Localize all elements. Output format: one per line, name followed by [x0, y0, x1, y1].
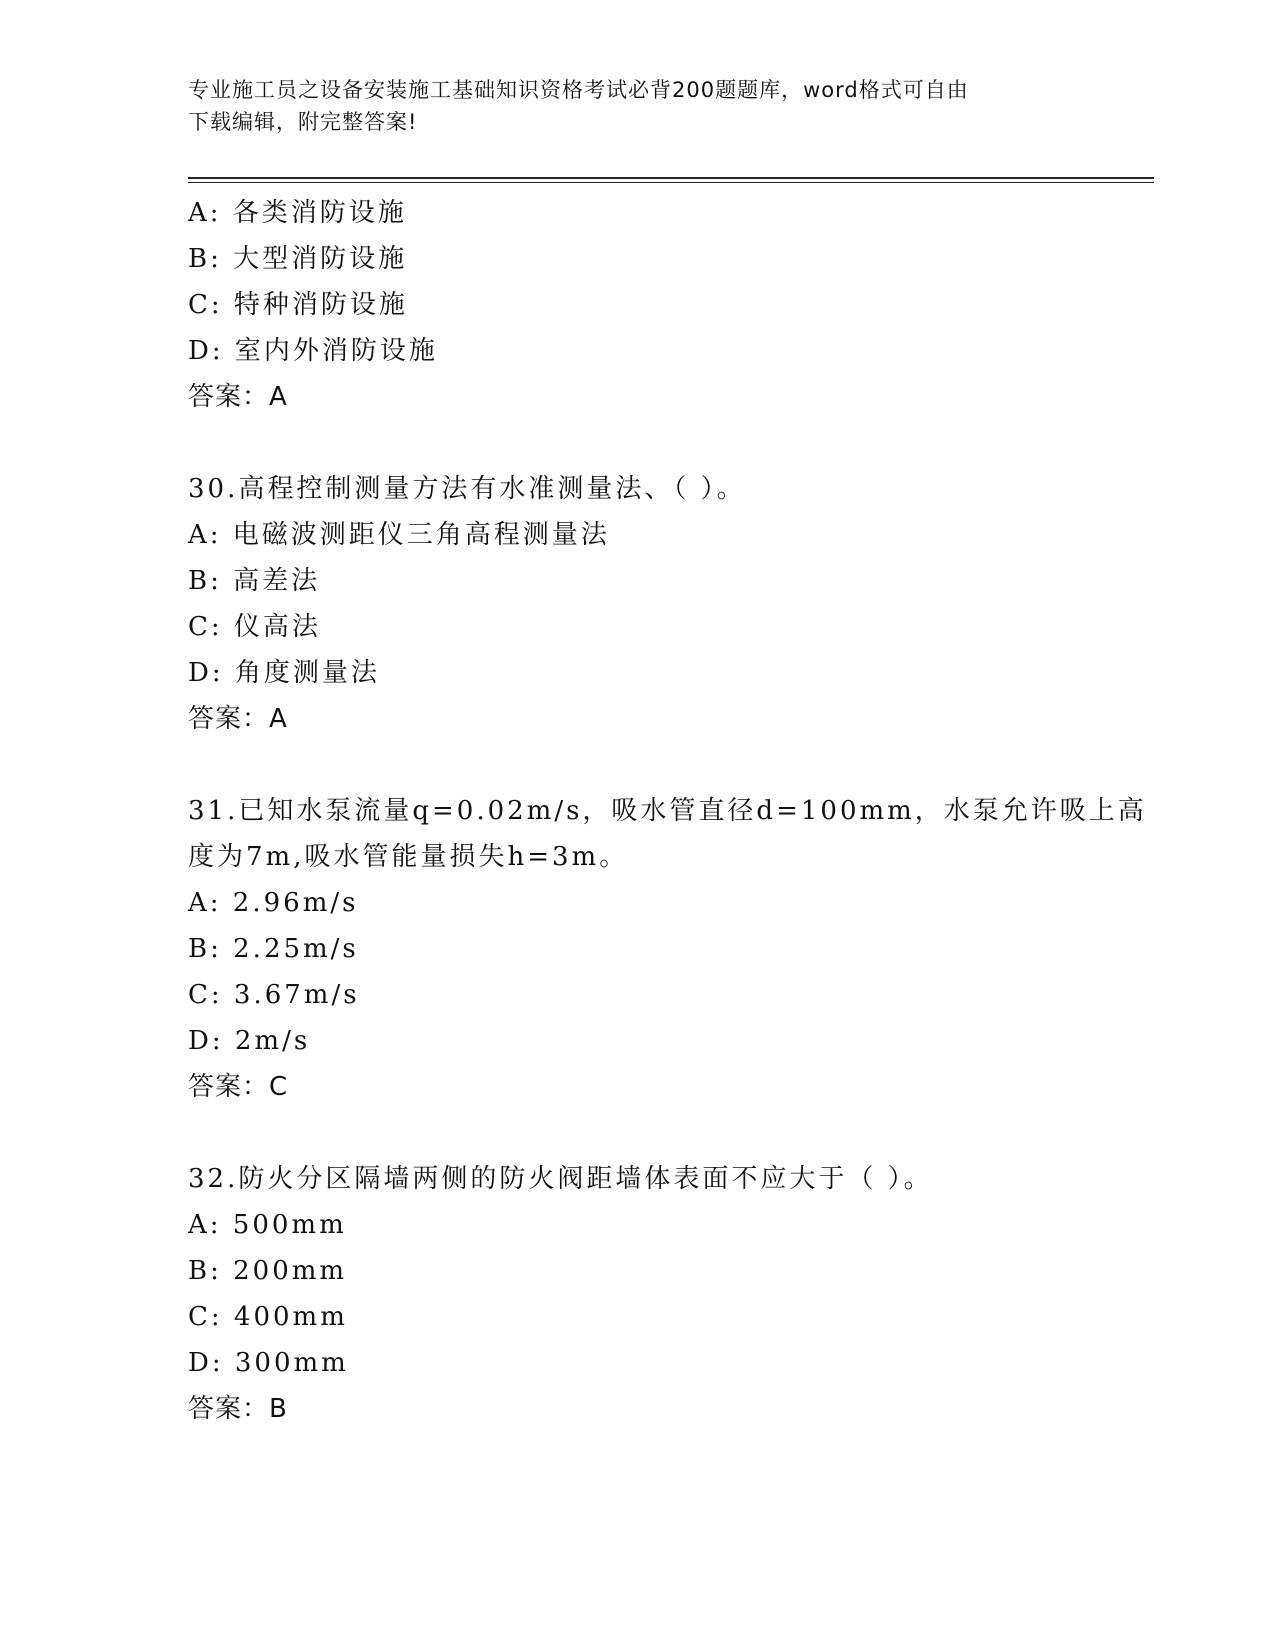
spacer [188, 1110, 1148, 1156]
document-header [188, 74, 1088, 138]
option-d: D: 300mm [188, 1348, 349, 1378]
header-rule-thick [188, 177, 1154, 179]
option-d: D: 室内外消防设施 [188, 336, 438, 366]
question-text: 32.防火分区隔墙两侧的防火阀距墙体表面不应大于（ ）。 [188, 1164, 933, 1194]
option-a: A: 各类消防设施 [188, 198, 407, 228]
header-rule-thin [188, 182, 1154, 183]
option-a: A: 电磁波测距仪三角高程测量法 [188, 520, 610, 550]
answer: 答案：A [188, 704, 288, 734]
question-text: 31.已知水泵流量q=0.02m/s，吸水管直径d=100mm，水泵允许吸上高 [188, 796, 1147, 826]
option-c: C: 400mm [188, 1302, 348, 1332]
spacer [188, 742, 1148, 788]
header-line-1: 专业施工员之设备安装施工基础知识资格考试必背200题题库，word格式可自由 [188, 78, 969, 102]
answer: 答案：C [188, 1072, 289, 1102]
answer: 答案：A [188, 382, 288, 412]
option-d: D: 2m/s [188, 1026, 311, 1056]
question-block [188, 1156, 1148, 1432]
option-c: C: 仪高法 [188, 612, 321, 642]
option-b: B: 2.25m/s [188, 934, 359, 964]
spacer [188, 420, 1148, 466]
question-list [188, 190, 1148, 1432]
option-b: B: 高差法 [188, 566, 321, 596]
question-text: 30.高程控制测量方法有水准测量法、（ ）。 [188, 474, 746, 504]
question-block [188, 190, 1148, 420]
option-b: B: 200mm [188, 1256, 348, 1286]
option-c: C: 3.67m/s [188, 980, 360, 1010]
option-a: A: 2.96m/s [188, 888, 359, 918]
question-block [188, 466, 1148, 742]
header-line-2: 下载编辑，附完整答案! [188, 110, 418, 134]
answer: 答案：B [188, 1394, 288, 1424]
option-c: C: 特种消防设施 [188, 290, 408, 320]
question-text-continued: 度为7m,吸水管能量损失h=3m。 [188, 842, 629, 872]
option-b: B: 大型消防设施 [188, 244, 408, 274]
option-a: A: 500mm [188, 1210, 347, 1240]
question-block [188, 788, 1148, 1110]
option-d: D: 角度测量法 [188, 658, 380, 688]
